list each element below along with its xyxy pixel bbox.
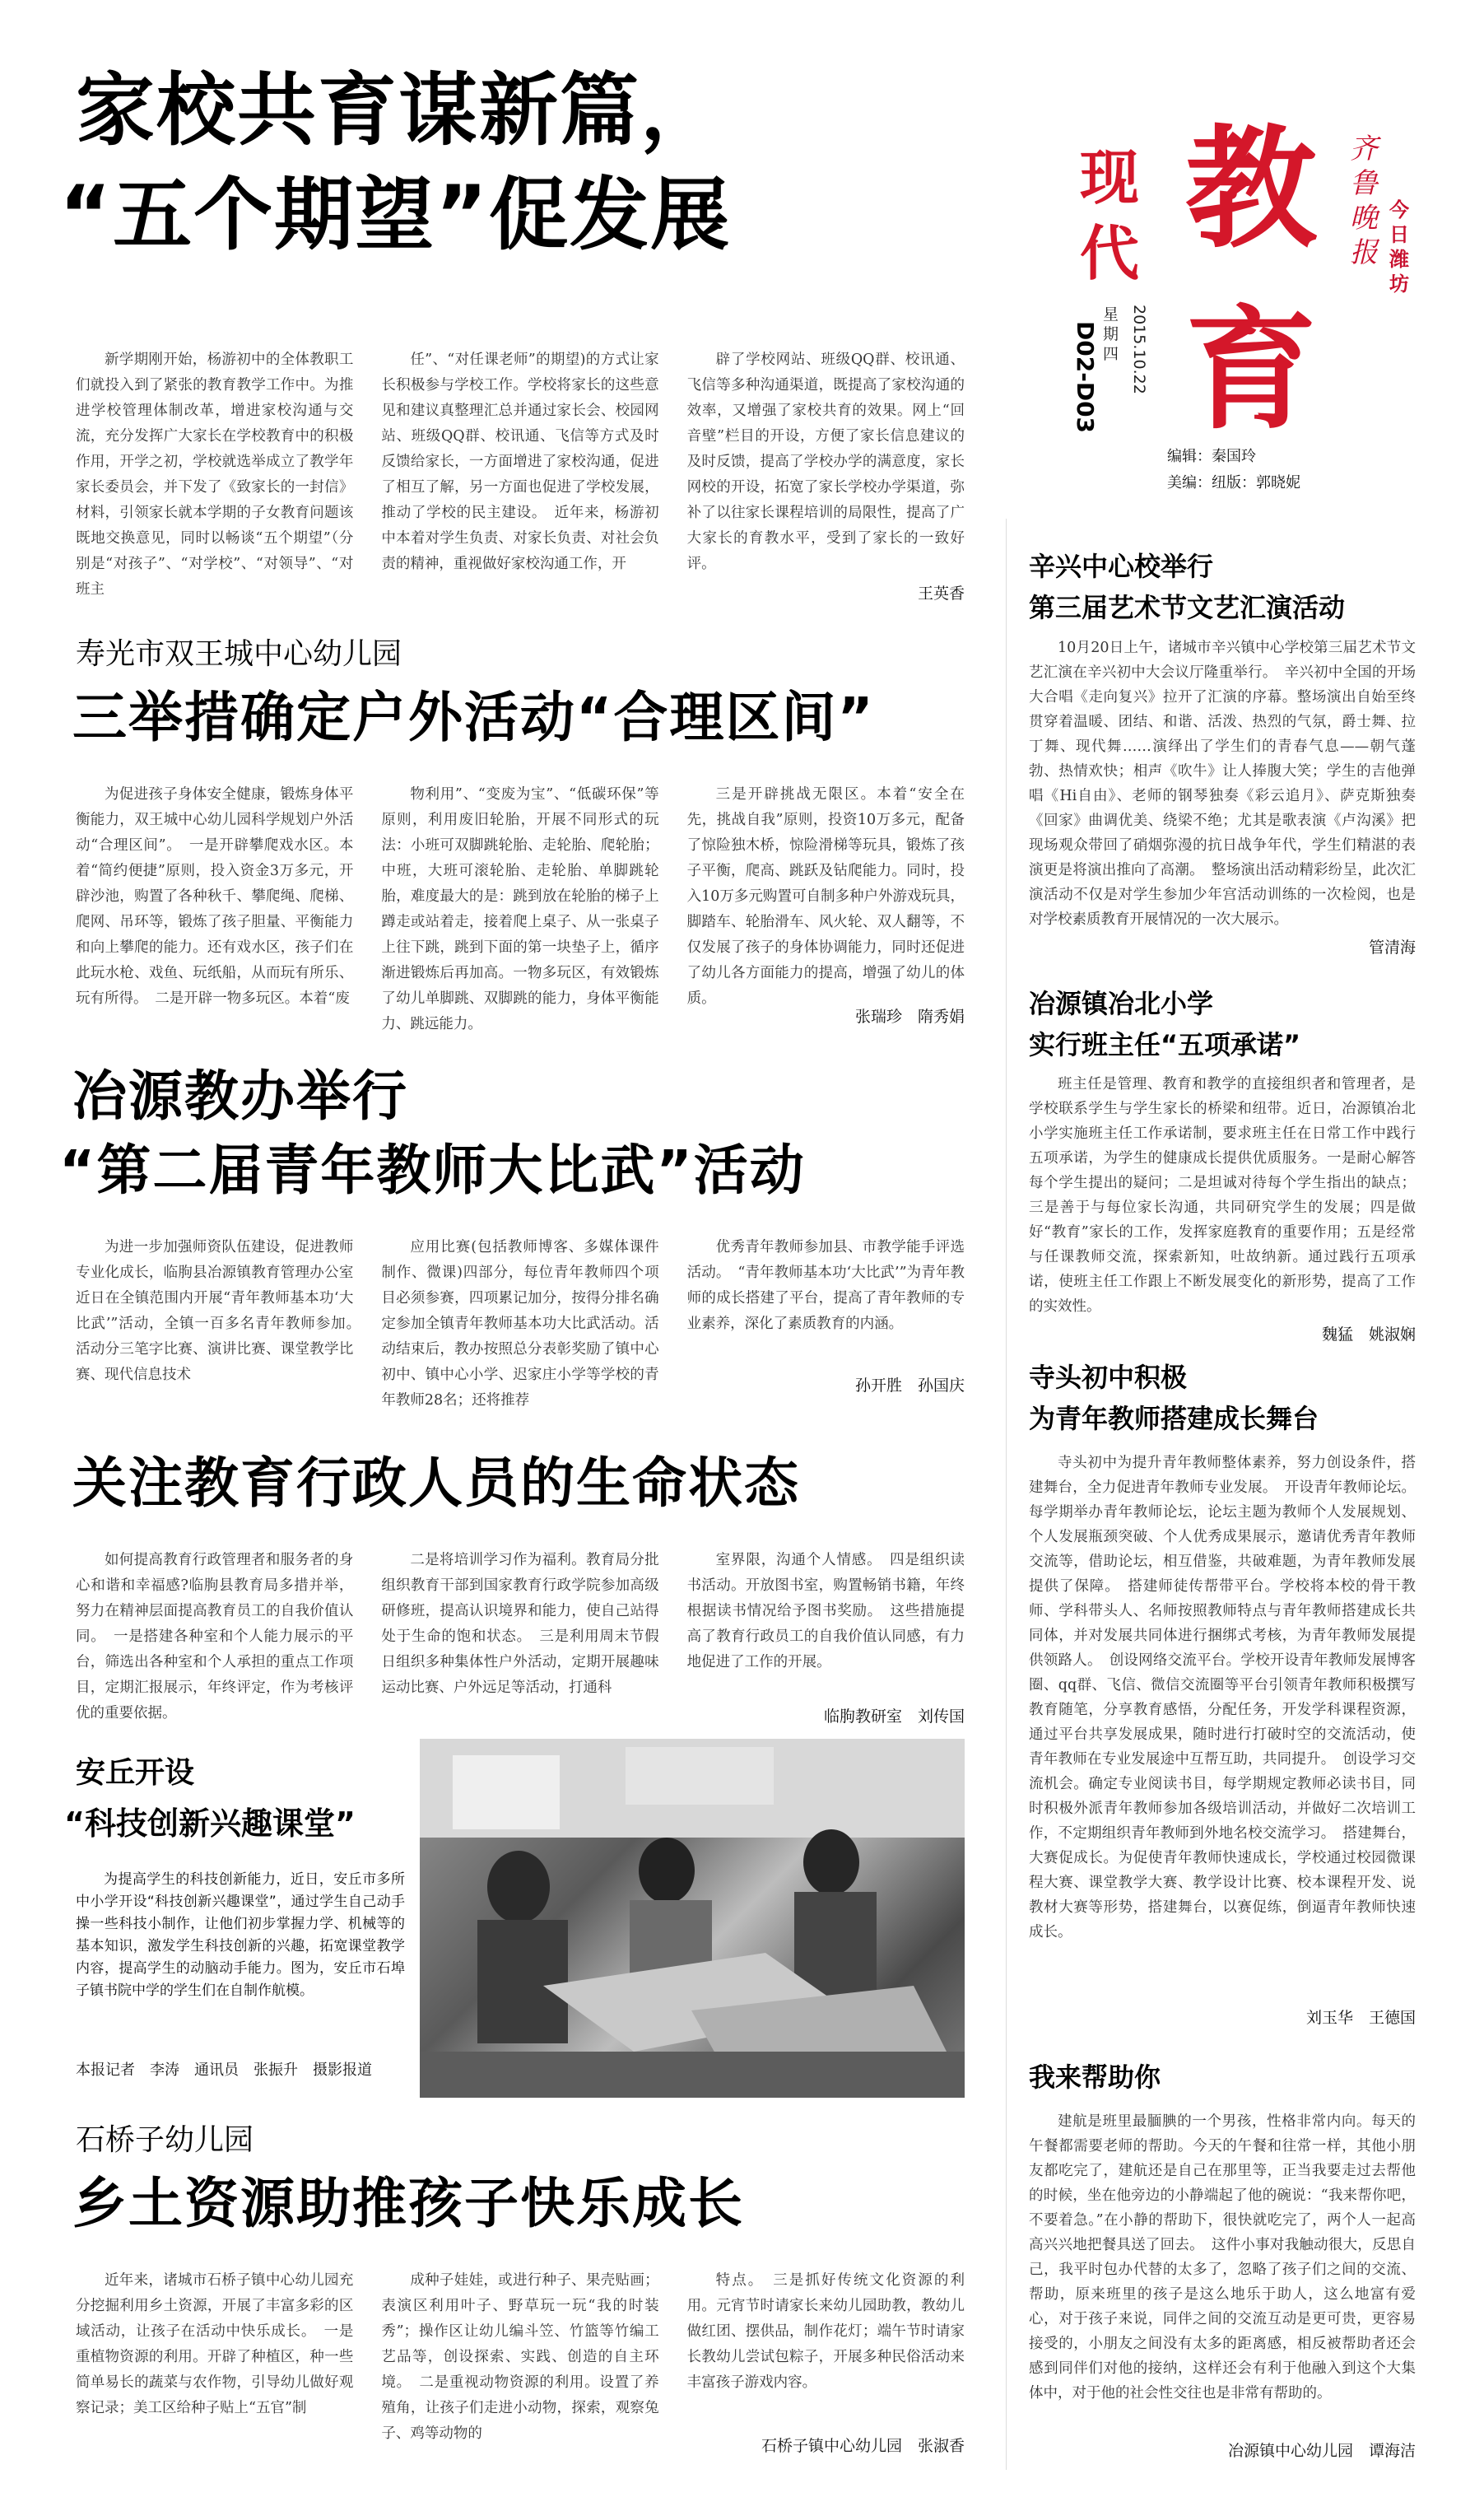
side4-byline: 冶源镇中心幼儿园 谭海洁 <box>1227 2442 1416 2460</box>
article4-headline: 关注教育行政人员的生命状态 <box>72 1451 800 1515</box>
side1-body-text: 10月20日上午，诸城市辛兴镇中心学校第三届艺术节文艺汇演在辛兴初中大会议厅隆重举行。 辛兴初中全国的开场大合唱《走向复兴》拉开了汇演的序幕。整场演出自始至终贯穿着温暖、团结、和谐、活泼、热烈的气氛，爵士舞、拉丁舞、现代舞……演绎出了学生们的青春气息——朝气蓬勃、热情欢快；相声《吹牛》让人捧腹大笑；学生的吉他弹唱《Hi自由》、老师的钢琴独奏《彩云追月》、萨克斯独奏《回家》曲调优美、绕梁不绝；尤其是歌表演《卢沟溪》把现场观众带回了硝烟弥漫的抗日战争年代，学生们精湛的表演更是将演出推向了高潮。 整场演出活动精彩纷呈，此次汇演活动不仅是对学生参加少年宫活动训练的一次检阅，也是对学校素质教育开展情况的一次大展示。 <box>1029 640 1416 928</box>
masthead-design: 美编：纽版：郭晓妮 <box>1167 474 1300 491</box>
masthead-pages <box>1070 321 1103 469</box>
side3-title-line1: 寺头初中积极 <box>1029 1362 1188 1393</box>
masthead <box>1062 99 1449 527</box>
masthead-big-title: 教育 <box>1185 112 1318 447</box>
article5-body <box>76 1869 405 2058</box>
side2-byline: 魏猛 姚淑娴 <box>1321 1325 1416 1344</box>
article6-col2: 成种子娃娃，或进行种子、果壳贴画；表演区利用叶子、野草玩一玩“我的时装秀”；操作区让幼儿编斗笠、竹篮等竹编工艺品等，创设探索、实践、创造的自主环境。 二是重视动物资源的利用。设置了养殖角，让孩子们走进小动物，探索，观察兔子、鸡等动物的 <box>381 2272 659 2442</box>
article2-kicker: 寿光市双王城中心幼儿园 <box>76 637 402 671</box>
side1-byline: 管清海 <box>1368 939 1416 957</box>
article2-col1: 为促进孩子身体安全健康，锻炼身体平衡能力，双王城中心幼儿园科学规划户外活动“合理区间”。 一是开辟攀爬戏水区。本着“简约便捷”原则，投入资金3万多元，开辟沙池，购置了各种秋千、攀爬绳、爬梯、爬网、吊环等，锻炼了孩子胆量、平衡能力和向上攀爬的能力。还有戏水区，孩子们在此玩水枪、戏鱼、玩纸船，从而玩有所乐、玩有所得。 二是开辟一物多玩区。本着“废 <box>76 786 354 1007</box>
article4-byline: 临朐教研室 刘传国 <box>823 1707 965 1726</box>
article1-headline-line1: 家校共育谋新篇， <box>76 64 721 156</box>
article2-headline: 三举措确定户外活动“合理区间” <box>72 686 875 749</box>
article5-body-text: 为提高学生的科技创新能力，近日，安丘市多所中小学开设“科技创新兴趣课堂”，通过学生自己动手操一些科技小制作，让他们初步掌握力学、机械等的基本知识，激发学生科技创新的兴趣，拓宽课堂教学内容，提高学生的动脑动手能力。图为，安丘市石埠子镇书院中学的学生们在自制作航模。 <box>76 1871 405 1999</box>
article1-col1: 新学期刚开始，杨游初中的全体教职工们就投入到了紧张的教育教学工作中。为推进学校管理体制改革，增进家校沟通与交流，充分发挥广大家长在学校教育中的积极作用，开学之初，学校就选举成立了教学年家长委员会，并下发了《致家长的一封信》材料，引领家长就本学期的子女教育问题该既地交换意见，同时以畅谈“五个期望”（分别是“对孩子”、“对学校”、“对领导”、“对班主 <box>76 352 354 598</box>
masthead-brand-sub: 今日潍坊 <box>1389 198 1409 296</box>
side2-body <box>1029 1072 1416 1321</box>
article6-kicker: 石桥子幼儿园 <box>76 2123 254 2157</box>
article1-body <box>76 347 965 598</box>
article5-headline: “科技创新兴趣课堂” <box>64 1805 356 1842</box>
article5-photo-illustration <box>420 1739 965 2098</box>
article2-col3: 三是开辟挑战无限区。本着“安全在先，挑战自我”原则，投资10万多元，配备了惊险独木桥，惊险滑梯等玩具，锻炼了孩子平衡，爬高、跳跃及钻爬能力。同时，投入10万多元购置可自制多种户外游戏玩具，脚踏车、轮胎滑车、风火轮、双人翻等，不仅发展了孩子的身体协调能力，同时还促进了幼儿各方面能力的提高，增强了幼儿的体质。 <box>686 786 965 1007</box>
side1-title-line1: 辛兴中心校举行 <box>1029 551 1214 582</box>
article3-col3: 优秀青年教师参加县、市教学能手评选活动。 “青年教师基本功‘大比武’”为青年教师的成长搭建了平台，提高了青年教师的专业素养，深化了素质教育的内涵。 <box>686 1239 965 1332</box>
side2-title-line1: 冶源镇冶北小学 <box>1029 988 1214 1019</box>
article5-photo <box>420 1739 965 2098</box>
masthead-date-text: 2015.10.22 <box>1130 305 1148 394</box>
article5-credit: 本报记者 李涛 通讯员 张振升 摄影报道 <box>76 2061 372 2079</box>
article3-headline-line1: 冶源教办举行 <box>72 1064 408 1128</box>
side2-body-text: 班主任是管理、教育和教学的直接组织者和管理者，是学校联系学生与学生家长的桥梁和纽带。近日，冶源镇冶北小学实施班主任工作承诺制，要求班主任在日常工作中践行五项承诺，为学生的健康成长提供优质服务。一是耐心解答每个学生提出的疑问；二是坦诚对待每个学生指出的缺点；三是善于与每位家长沟通，共同研究学生的发展；四是做好“教育”家长的工作，发挥家庭教育的重要作用；五是经常与任课教师交流，探索新知，吐故纳新。通过践行五项承诺，使班主任工作跟上不断发展变化的新形势，提高了工作的实效性。 <box>1029 1076 1416 1315</box>
side3-body <box>1029 1451 1416 2002</box>
article6-byline: 石桥子镇中心幼儿园 张淑香 <box>761 2437 965 2455</box>
article3-headline-line2: “第二届青年教师大比武”活动 <box>59 1139 806 1202</box>
side4-title: 我来帮助你 <box>1029 2061 1161 2093</box>
side3-body-text: 寺头初中为提升青年教师整体素养，努力创设条件，搭建舞台，全力促进青年教师专业发展。 开设青年教师论坛。每学期举办青年教师论坛，论坛主题为教师个人发展规划、个人发展瓶颈突破、个人优秀成果展示，邀请优秀青年教师交流等，借助论坛，相互借鉴，共破难题，为青年教师发展提供了保障。 搭建师徒传帮带平台。学校将本校的骨干教师、学科带头人、名师按照教师特点与青年教师搭建成长共同体，并对发展共同体进行捆绑式考核，为青年教师发展提供领路人。 创设网络交流平台。学校开设青年教师发展博客圈、qq群、飞信、微信交流圈等平台引领青年教师积极撰写教育随笔，分享教育感悟，分配任务，开发学科课程资源，通过平台共享发展成果，随时进行打破时空的交流活动，使青年教师在专业发展途中互帮互助，共同提升。 创设学习交流机会。确定专业阅读书目，每学期规定教师必读书目，同时积极外派青年教师参加各级培训活动，并做好二次培训工作，不定期组织青年教师到外地名校交流学习。 搭建舞台，大赛促成长。为促使青年教师快速成长，学校通过校园微课程大赛、课堂教学大赛、教学设计比赛、校本课程开发、说教材大赛等形势，搭建舞台，以赛促练，倒逼青年教师快速成长。 <box>1029 1455 1416 1940</box>
side3-title-line2: 为青年教师搭建成长舞台 <box>1029 1403 1319 1434</box>
article3-col1: 为进一步加强师资队伍建设，促进教师专业化成长，临朐县冶源镇教育管理办公室近日在全镇范围内开展“青年教师基本功‘大比武’”活动，全镇一百多名青年教师参加。 活动分三笔字比赛、演讲比赛、课堂教学比赛、现代信息技术 <box>76 1239 368 1383</box>
masthead-editor: 编辑：秦国玲 <box>1167 448 1256 465</box>
sidebar-divider <box>1006 519 1007 2470</box>
article1-headline-line2: “五个期望”促发展 <box>59 169 732 261</box>
article4-col2: 二是将培训学习作为福利。教育局分批组织教育干部到国家教育行政学院参加高级研修班，提高认识境界和能力，使自己站得处于生命的饱和状态。 三是利用周末节假日组织多种集体性户外活动，定期开展趣味运动比赛、户外远足等活动，打通科 <box>381 1552 659 1696</box>
side2-title-line2: 实行班主任“五项承诺” <box>1029 1029 1301 1060</box>
masthead-date <box>1129 305 1152 453</box>
article6-col1: 近年来，诸城市石桥子镇中心幼儿园充分挖掘利用乡土资源，开展了丰富多彩的区域活动，让孩子在活动中快乐成长。 一是重植物资源的利用。开辟了种植区，种一些简单易长的蔬菜与农作物，引导幼儿做好观察记录；美工区给种子贴上“五官”制 <box>76 2272 354 2416</box>
article3-byline: 孙开胜 孙国庆 <box>854 1377 965 1395</box>
side1-body <box>1029 636 1416 934</box>
article1-byline: 王英香 <box>917 585 965 603</box>
masthead-pages-text: D02-D03 <box>1072 321 1099 434</box>
article2-col2: 物利用”、“变废为宝”、“低碳环保”等原则，利用废旧轮胎，开展不同形式的玩法：小班可双脚跳轮胎、走轮胎、爬轮胎；中班，大班可滚轮胎、走轮胎、单脚跳轮胎，难度最大的是：跳到放在轮胎的梯子上蹲走或站着走，接着爬上桌子、从一张桌子上往下跳，跳到下面的第一块垫子上，循序渐进锻炼后再加高。一物多玩区，有效锻炼了幼儿单脚跳、双脚跳的能力，身体平衡能力、跳远能力。 <box>381 786 659 1032</box>
masthead-brand-logo: 齐鲁晚报 <box>1350 133 1378 269</box>
side4-body <box>1029 2109 1416 2439</box>
article4-col1: 如何提高教育行政管理者和服务者的身心和谐和幸福感?临朐县教育局多措并举，努力在精神层面提高教育员工的自我价值认同。 一是搭建各种室和个人能力展示的平台，筛选出各种室和个人承担的重点工作项目，定期汇报展示，年终评定，作为考核评优的重要依据。 <box>76 1552 354 1721</box>
article2-body <box>76 782 965 1032</box>
article6-col3: 特点。 三是抓好传统文化资源的利用。元宵节时请家长来幼儿园助教，教幼儿做红团、摆供品，制作花灯；端午节时请家长教幼儿尝试包粽子，开展多种民俗活动来丰富孩子游戏内容。 <box>686 2272 965 2391</box>
article2-byline: 张瑞珍 隋秀娟 <box>854 1008 965 1026</box>
article1-col3: 辟了学校网站、班级QQ群、校讯通、飞信等多种沟通渠道，既提高了家校沟通的效率，又增强了家校共育的效果。网上“回音壁”栏目的开设，方便了家长信息建议的及时反馈，提高了学校办学的满意度，家长网校的开设，拓宽了家长学校办学渠道，弥补了以往家长课程培训的局限性，提高了广大家长的育教水平，受到了家长的一致好评。 <box>686 352 965 572</box>
side4-body-text: 建航是班里最腼腆的一个男孩，性格非常内向。每天的午餐都需要老师的帮助。今天的午餐和往常一样，其他小朋友都吃完了，建航还是自己在那里等，正当我要走过去帮他的时候，坐在他旁边的小静端起了他的碗说：“我来帮你吧，不要着急。”在小静的帮助下，很快就吃完了，两个人一起高高兴兴地把餐具送了回去。 这件小事对我触动很大，反思自己，我平时包办代替的太多了，忽略了孩子们之间的交流、帮助，原来班里的孩子是这么地乐于助人，这么地富有爱心，对于孩子来说，同伴之间的交流互动是更可贵，更容易接受的，小朋友之间没有太多的距离感，相反被帮助者还会感到同伴们对他的接纳，这样还会有利于他融入到这个大集体中，对于他的社会性交往也是非常有帮助的。 <box>1029 2113 1416 2402</box>
side3-byline: 刘玉华 王德国 <box>1305 2009 1416 2027</box>
masthead-small-title: 现代 <box>1080 143 1140 288</box>
article4-col3: 室界限，沟通个人情感。 四是组织读书活动。开放图书室，购置畅销书籍，年终根据读书情况给予图书奖励。 这些措施提高了教育行政员工的自我价值认同感，有力地促进了工作的开展。 <box>686 1552 965 1670</box>
article6-body <box>76 2268 965 2441</box>
article6-headline: 乡土资源助推孩子快乐成长 <box>72 2172 744 2235</box>
article5-kicker: 安丘开设 <box>76 1756 195 1790</box>
article3-body <box>76 1235 965 1409</box>
article3-col2: 应用比赛(包括教师博客、多媒体课件制作、微课)四部分，每位青年教师四个项目必须参赛，四项累记加分，按得分排名确定参加全镇青年教师基本功大比武活动。活动结束后，教办按照总分表彰奖励了镇中心初中、镇中心小学、迟家庄小学等学校的青年教师28名；还将推荐 <box>381 1239 659 1409</box>
masthead-weekday: 星期四 <box>1103 305 1119 363</box>
article1-col2: 任”、“对任课老师”的期望)的方式让家长积极参与学校工作。学校将家长的这些意见和建议真整理汇总并通过家长会、校园网站、班级QQ群、校讯通、飞信等方式及时反馈给家长，一方面增进了家校沟通，促进了相互了解，另一方面也促进了学校发展，推动了学校的民主建设。 近年来，杨游初中本着对学生负责、对家长负责、对社会负责的精神，重视做好家校沟通工作，开 <box>381 352 659 572</box>
side1-title-line2: 第三届艺术节文艺汇演活动 <box>1029 592 1346 623</box>
